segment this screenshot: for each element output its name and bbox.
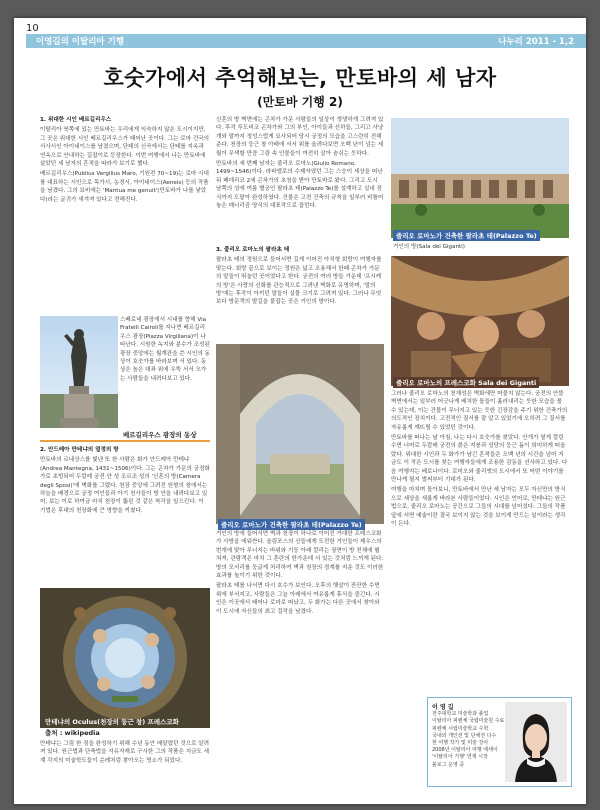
author-profile-text	[432, 704, 506, 769]
header-series-title: 이영길의 이탈리아 기행	[36, 37, 125, 47]
column-1-bottom	[40, 740, 210, 786]
section-heading-giulio: 3. 줄리오 로마노의 팔라초 테	[216, 247, 290, 253]
paragraph: 이탈리아 북쪽에 있는 만토바는 우리에게 익숙하지 않은 도시이지만, 그 곳은 위대한 시인 베르길리우스가 태어난 곳이다. 그는 로마 건국의 서사시인 아이네이스를 남겼으며, 단테의 신곡에서는 단테를 지옥과 연옥으로 안내하는 길잡이로 등장한다. 이번 여행에서 나는 만토바에 살았던 세 남자의 흔적을 따라가 보기로 했다.	[40, 127, 210, 168]
paragraph: 만테냐는 그림 한 점을 완성하기 위해 수년 동안 매달렸던 것으로 알려져 있다. 원근법과 단축법을 자유자재로 구사한 그의 작품은 지금도 세계 각지의 미술학도들이 순례처럼 찾아오는 명소가 되었다.	[40, 741, 210, 764]
column-2-giulio	[216, 246, 384, 341]
palazzo-te-arch-photo	[216, 344, 384, 524]
virgil-statue-photo	[40, 316, 118, 428]
caption-source: 출처 : wikipedia	[45, 729, 100, 737]
caption-giants-room-text: 거인의 방(Sala dei Giganti)	[393, 244, 465, 250]
paragraph: 팔라초 테의 정원으로 들어서면 길게 이어진 아치형 회랑이 여행자를 맞는다. 회랑 끝으로 보이는 정원은 넓고 조용해서 한때 곤차가 가문의 말들이 뛰놀던 곳이었다고 한다. 궁전의 여러 방들 가운데 '프시케의 방'은 사랑의 신화를 관능적으로 그려낸 벽화로 유명하며, '말의 방'에는 후작이 아끼던 말들이 실물 크기로 그려져 있다. 그러나 무엇보다 방문객의 발길을 붙잡는 곳은 거인의 방이다.	[216, 257, 382, 306]
oculus-fresco-photo	[40, 588, 210, 728]
sala-dei-giganti-fresco-photo	[391, 256, 569, 386]
paragraph: 만토바를 떠나는 날 아침, 나는 다시 호숫가를 찾았다. 안개가 옅게 깔린 수면 너머로 두칼레 궁전의 붉은 지붕과 성당의 둥근 돔이 희미하게 떠올랐다. 위대한 시인과 두 화가가 남긴 흔적들은 오백 년의 시간을 넘어 지금도 이 작은 도시를 찾는 여행자들에게 조용한 감동을 선사하고 있다. 다음 여행지는 베로나이다. 로미오와 줄리엣의 도시에서 또 어떤 이야기를 만나게 될지 벌써부터 기대가 된다.	[391, 435, 568, 484]
profile-line: 피렌체 시립미술학교 수학	[432, 725, 489, 732]
paragraph: 거인의 방에 들어서면 벽과 천장이 하나로 이어진 거대한 프레스코화가 사방을 에워싼다. 올림포스의 신들에게 도전한 거인들이 제우스의 번개에 맞아 무너지는 바위와 기둥 아래 깔리는 장면이 방 전체에 펼쳐져, 관람객은 마치 그 혼란의 한가운데 서 있는 것처럼 느끼게 된다. 방의 모서리를 둥글게 처리하여 벽과 천장의 경계를 지운 것도 이러한 효과를 높이기 위한 것이다.	[216, 531, 384, 580]
section-heading-mantegna: 2. 안드레아 만테냐의 열정의 방	[40, 447, 119, 453]
profile-line: 2008년 이탈리아 여행 에세이	[432, 747, 498, 754]
caption-arch: 줄리오 로마노가 건축한 팔라초 테(Palazzo Te)	[218, 519, 365, 530]
paragraph: 여행을 마치며 돌아보니, 만토바에서 만난 세 남자는 모두 자신만의 방식으로 세상을 새롭게 바라본 사람들이었다. 시인은 언어로, 만테냐는 원근법으로, 줄리오 로마노는 공간으로 그들의 시대를 넘어섰다. 그들의 작품 앞에 서면 예술이란 결국 보이지 않는 것을 보이게 만드는 일이라는 생각이 든다.	[391, 487, 566, 528]
caption-oculus: 만테냐의 Oculus(천장의 둥근 창) 프레스코화	[45, 718, 179, 726]
column-1-beside-photo	[120, 316, 210, 426]
paragraph: 신혼의 방 벽면에는 곤차가 가문 사람들의 일상이 생생하게 그려져 있다. 후작 루도비코 곤차가와 그의 부인, 아이들과 신하들, 그리고 사냥개와 말까지 정성스럽게 묘사되어 당시 궁정의 모습을 고스란히 전해준다. 천장의 둥근 창 아래에 서서 위를 올려다보면 오백 년이 넘는 세월이 무색할 만큼 그림 속 인물들이 여전히 살아 숨쉬는 듯하다.	[216, 117, 384, 157]
profile-line: 이탈리아 피렌체 국립미술원 수료	[432, 718, 505, 725]
profile-line: '이탈리아 기행' 연재 시작	[432, 754, 488, 761]
article-subtitle: (만토바 기행 2)	[257, 95, 343, 109]
author-portrait-photo	[505, 702, 567, 782]
paragraph: 만토바의 르네상스를 빛낸 또 한 사람은 화가 안드레아 만테냐(Andrea Mantegna, 1431~1506)이다. 그는 곤차가 가문의 궁정화가로 초빙되어 두칼레 궁전 안 성 조르조 성의 '신혼의 방(Camera degli Sposi)'에 벽화를 그렸다. 천장 중앙에 그려진 원형의 창에서는 하늘을 배경으로 궁정 여인들과 아기 천사들이 방 안을 내려다보고 있어, 보는 이로 하여금 마치 천장이 뚫린 것 같은 착각을 일으킨다. 이 기법은 후대의 천장화에 큰 영향을 끼쳤다.	[40, 457, 210, 514]
caption-giants-room	[393, 243, 569, 253]
paragraph: 그러나 줄리오 로마노의 천재성은 벽화에만 머물지 않는다. 궁전의 안뜰 벽면에서는 일부러 어긋나게 배치한 돌들이 흘러내리는 듯한 모습을 볼 수 있는데, 이는 건물이 무너지고 있는 듯한 긴장감을 주기 위한 건축가의 의도적인 장치이다. 고전적인 질서를 잘 알고 있었기에 오히려 그 질서를 자유롭게 깨뜨릴 수 있었던 것이다.	[391, 391, 568, 431]
column-1-middle	[40, 446, 210, 584]
paragraph: 베르길리우스(Publius Vergilius Maro, 기원전 70~19)는 로마 시대를 대표하는 시인으로 목가시, 농경시, 아이네이스(Aeneis) 등의 작품을 남겼다. 그의 묘비에는 'Mantua me genuit'(만토바가 나를 낳았다)라는 글귀가 새겨져 있다고 전해진다.	[40, 171, 209, 203]
article-title: 호숫가에서 추억해보는, 만토바의 세 남자	[103, 66, 497, 90]
column-1-top	[40, 116, 210, 311]
paragraph: 스페로네 광장에서 시내를 향해 Via Fratelli Cairoli를 지나면 베르길리우스 광장(Piazza Virgiliana)이 나타난다. 시원한 녹지와 분수가 조성된 광장 중앙에는 월계관을 쓴 시인의 동상이 호숫가를 바라보며 서 있다. 동상은 높은 대좌 위에 우뚝 서서 오가는 사람들을 내려다보고 있다.	[120, 317, 210, 382]
profile-line: 블로그 운영 중	[432, 761, 465, 768]
column-3-text	[391, 390, 569, 695]
caption-statue: 베르길리우스 광장의 동상	[123, 431, 197, 439]
header-bar	[26, 34, 586, 48]
caption-underline	[40, 440, 210, 442]
column-2-top	[216, 116, 384, 246]
paragraph: 팔라초 테를 나서면 다시 호수가 보인다. 오후의 햇살이 잔잔한 수면 위에 부서지고, 사람들은 그늘 아래에서 여유롭게 휴식을 즐긴다. 시인은 이곳에서 태어나 로마로 떠났고, 두 화가는 다른 곳에서 찾아와 이 도시에 자신들의 최고 걸작을 남겼다.	[216, 583, 380, 615]
profile-line: 현 여행 작가 및 미술 강사	[432, 740, 489, 747]
profile-line: 국내외 개인전 및 단체전 다수	[432, 732, 497, 739]
page-number: 10	[26, 23, 39, 34]
column-2-bottom	[216, 530, 384, 786]
palazzo-te-courtyard-photo	[391, 118, 569, 238]
caption-fresco: 줄리오 로마노의 프레스코화 Sala dei Giganti	[393, 377, 539, 388]
author-name: 이 영 길	[432, 704, 454, 711]
section-heading-virgil: 1. 위대한 시인 베르길리우스	[40, 117, 112, 123]
caption-palace: 줄리오 로마노가 건축한 팔라초 테(Palazzo Te)	[393, 230, 540, 241]
profile-line: 전주대학교 미술학과 졸업	[432, 711, 489, 718]
paragraph: 만토바의 세 번째 남자는 줄리오 로마노(Giulio Romano, 1499~1546)이다. 라파엘로의 수제자였던 그는 스승이 세상을 떠난 뒤 페데리코 2세 곤차가의 초청을 받아 만토바로 왔다. 그리고 도시 남쪽의 섬에 여름 별궁인 팔라초 테(Palazzo Te)를 설계하고 실내 장식까지 도맡아 완성하였다. 건물은 고전 건축의 규칙을 일부러 비틀어 놓은 매너리즘 양식의 대표작으로 꼽힌다.	[216, 161, 384, 210]
header-issue: 나누리 2011 - 1,2	[498, 37, 574, 47]
